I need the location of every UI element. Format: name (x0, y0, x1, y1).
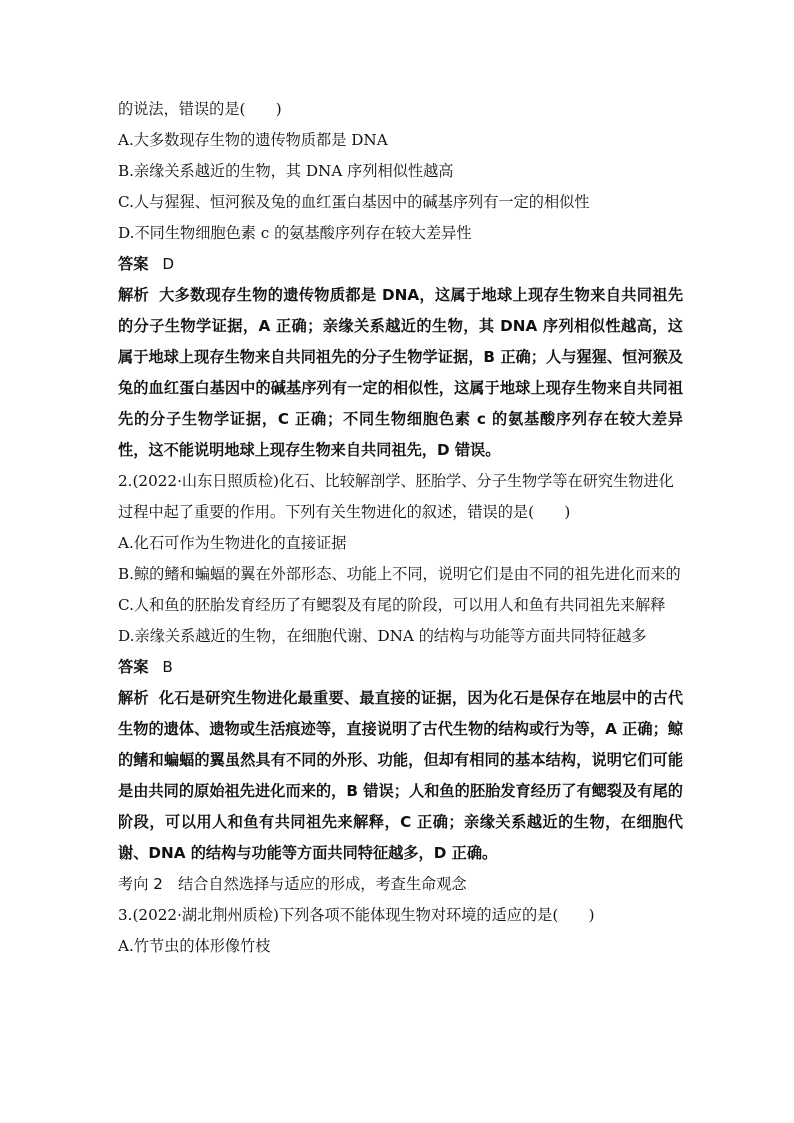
answer-value: B (162, 658, 173, 676)
question-2-option-d: D.亲缘关系越近的生物，在细胞代谢、DNA 的结构与功能等方面共同特征越多 (118, 627, 647, 645)
question-3-option-a: A.竹节虫的体形像竹枝 (118, 937, 271, 955)
question-1-option-b: B.亲缘关系越近的生物，其 DNA 序列相似性越高 (118, 162, 454, 180)
question-3-stem: 3.(2022·湖北荆州质检)下列各项不能体现生物对环境的适应的是( ) (118, 906, 595, 924)
answer-label: 答案 (118, 658, 149, 676)
document-page (118, 94, 683, 962)
analysis-label: 解析 (118, 689, 149, 707)
question-2-answer (118, 652, 683, 683)
question-1-option-a: A.大多数现存生物的遗传物质都是 DNA (118, 131, 388, 149)
question-1-stem-tail: 的说法，错误的是( ) (118, 100, 282, 118)
question-1-option-c: C.人与猩猩、恒河猴及兔的血红蛋白基因中的碱基序列有一定的相似性 (118, 193, 590, 211)
question-2-analysis (118, 683, 683, 869)
answer-value: D (162, 255, 175, 273)
question-2-option-a: A.化石可作为生物进化的直接证据 (118, 534, 347, 552)
question-1-analysis (118, 280, 683, 466)
analysis-text: 化石是研究生物进化最重要、最直接的证据，因为化石是保存在地层中的古代生物的遗体、遗物或生活痕迹等，直接说明了古代生物的结构或行为等，A 正确；鲸的鳍和蝙蝠的翼虽然具有不同的外形、功能，但却有相同的基本结构，说明它们可能是由共同的原始祖先进化而来的，B 错误；人和鱼的胚胎发育经历了有鳃裂及有尾的阶段，可以用人和鱼有共同祖先来解释，C 正确；亲缘关系越近的生物，在细胞代谢、DNA 的结构与功能等方面共同特征越多，D 正确。 (118, 689, 684, 862)
question-1-option-d: D.不同生物细胞色素 c 的氨基酸序列存在较大差异性 (118, 224, 472, 242)
question-2-option-c: C.人和鱼的胚胎发育经历了有鳃裂及有尾的阶段，可以用人和鱼有共同祖先来解释 (118, 596, 666, 614)
answer-label: 答案 (118, 255, 149, 273)
question-2-option-b: B.鲸的鳍和蝙蝠的翼在外部形态、功能上不同，说明它们是由不同的祖先进化而来的 (118, 565, 681, 583)
section-heading: 考向 2 结合自然选择与适应的形成，考查生命观念 (118, 875, 467, 893)
question-1-answer (118, 249, 683, 280)
question-2-stem: 2.(2022·山东日照质检)化石、比较解剖学、胚胎学、分子生物学等在研究生物进化过程中起了重要的作用。下列有关生物进化的叙述，错误的是( ) (118, 472, 674, 521)
analysis-label: 解析 (118, 286, 150, 304)
analysis-text: 大多数现存生物的遗传物质都是 DNA，这属于地球上现存生物来自共同祖先的分子生物学证据，A 正确；亲缘关系越近的生物，其 DNA 序列相似性越高，这属于地球上现存生物来自共同祖先的分子生物学证据，B 正确；人与猩猩、恒河猴及兔的血红蛋白基因中的碱基序列有一定的相似性，这属于地球上现存生物来自共同祖先的分子生物学证据，C 正确；不同生物细胞色素 c 的氨基酸序列存在较大差异性，这不能说明地球上现存生物来自共同祖先，D 错误。 (118, 286, 684, 459)
